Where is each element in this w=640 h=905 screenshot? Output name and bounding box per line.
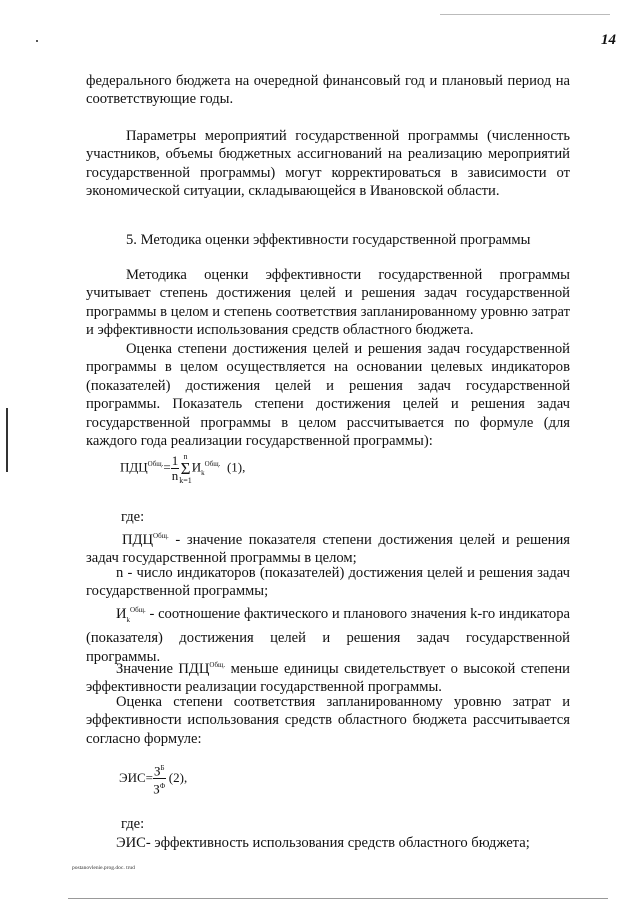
scan-dot — [36, 40, 38, 42]
formula-eis-den-sup: Ф — [159, 782, 166, 791]
formula-eis-lhs: ЭИС= — [119, 769, 153, 785]
formula-eis — [119, 761, 187, 797]
definition-pdc-text: - значение показателя степени достижения целей и решения задач государственной программы в целом; — [86, 531, 570, 567]
formula-eis-den-symbol: З — [153, 781, 160, 797]
definition-pdc — [86, 527, 570, 568]
formula-pdc-term: И — [191, 459, 202, 475]
paragraph-parameters: Параметры мероприятий государственной программы (численность участников, объемы бюджетных ассигнований на реализацию мероприятий государственной программы) могут корректироваться в зависимости от экономической ситуации, складывающейся в Ивановской области. — [86, 128, 570, 200]
paragraph-value — [86, 656, 570, 697]
value-text-start: Значение — [116, 660, 173, 677]
formula-pdc-lhs-sup: Общ. — [147, 460, 164, 469]
value-symbol-pdc: ПДЦ — [178, 660, 210, 677]
scan-top-line — [440, 14, 610, 15]
where-label-1: где: — [121, 509, 145, 525]
page-number: 14 — [601, 32, 616, 48]
formula-eis-label: (2), — [168, 769, 188, 785]
footer-file-name: postanovlenie.prog.doc. trud — [72, 865, 135, 871]
formula-pdc-denominator: n — [171, 468, 179, 483]
symbol-ik-sup: Общ. — [130, 606, 146, 614]
formula-pdc-sum — [179, 452, 192, 485]
formula-eis-denominator — [153, 779, 166, 796]
symbol-pdc: ПДЦ — [122, 531, 154, 548]
formula-pdc-fraction — [171, 454, 180, 483]
formula-pdc: $ПДЦ^{Общ.}=$ $\frac{1}{n}$ n Σ k=1 $И_k^{Общ.}$ (1), — [120, 452, 246, 485]
formula-pdc-term-sub: k — [201, 469, 205, 478]
paragraph-cost-assessment: Оценка степени соответствия запланированному уровню затрат и эффективности использования средств областного бюджета рассчитывается согласно формуле: — [86, 694, 570, 747]
scan-bottom-line — [68, 898, 608, 899]
symbol-ik: И — [116, 605, 127, 622]
formula-pdc-lhs: ПДЦ — [120, 459, 148, 475]
scan-margin-mark — [6, 408, 8, 472]
formula-eis-fraction — [153, 761, 166, 797]
definition-n: n - число индикаторов (показателей) достижения целей и решения задач государственной программы; — [86, 565, 570, 600]
symbol-pdc-sup: Общ. — [153, 532, 169, 540]
sigma-icon: Σ — [180, 459, 191, 478]
value-symbol-pdc-sup: Общ. — [209, 661, 226, 669]
paragraph-goal-assessment: Оценка степени достижения целей и решения задач государственной программы в целом осуществляется на основании целевых индикаторов (показателей) достижения целей и решения задач государственной программы. Показатель степени достижения целей и решения задач государственной программы в целом рассчитывается по формуле (для каждого года реализации государственной программы): — [86, 341, 570, 450]
formula-sum-bottom: k=1 — [179, 476, 192, 485]
formula-eis-num-symbol: З — [153, 763, 161, 779]
formula-sum-top: n — [183, 452, 188, 461]
value-text-end: меньше единицы свидетельствует о высокой степени эффективности реализации государственной программы. — [86, 660, 570, 696]
definition-ik-text: - соотношение фактического и планового значения k-го индикатора (показателя) достижения целей и решения задач государственной программы. — [86, 605, 570, 665]
formula-pdc-numerator: 1 — [171, 453, 179, 468]
formula-pdc-term-sup: Общ. — [204, 460, 221, 469]
paragraph-methodology: Методика оценки эффективности государственной программы учитывает степень достижения целей и решения задач государственной программы в целом и степень соответствия запланированному уровню затрат и эффективности использования средств областного бюджета. — [86, 267, 570, 339]
definition-eis: ЭИС- эффективность использования средств областного бюджета; — [116, 835, 530, 851]
section-heading: 5. Методика оценки эффективности государственной программы — [126, 232, 531, 248]
paragraph-budget: федерального бюджета на очередной финансовый год и плановый период на соответствующие годы. — [86, 73, 570, 108]
formula-eis-numerator — [153, 761, 166, 779]
formula-eis-num-sup: Б — [160, 764, 165, 772]
symbol-ik-sub: k — [126, 615, 131, 624]
formula-pdc-label: (1), — [226, 459, 246, 475]
where-label-2: где: — [121, 816, 145, 832]
